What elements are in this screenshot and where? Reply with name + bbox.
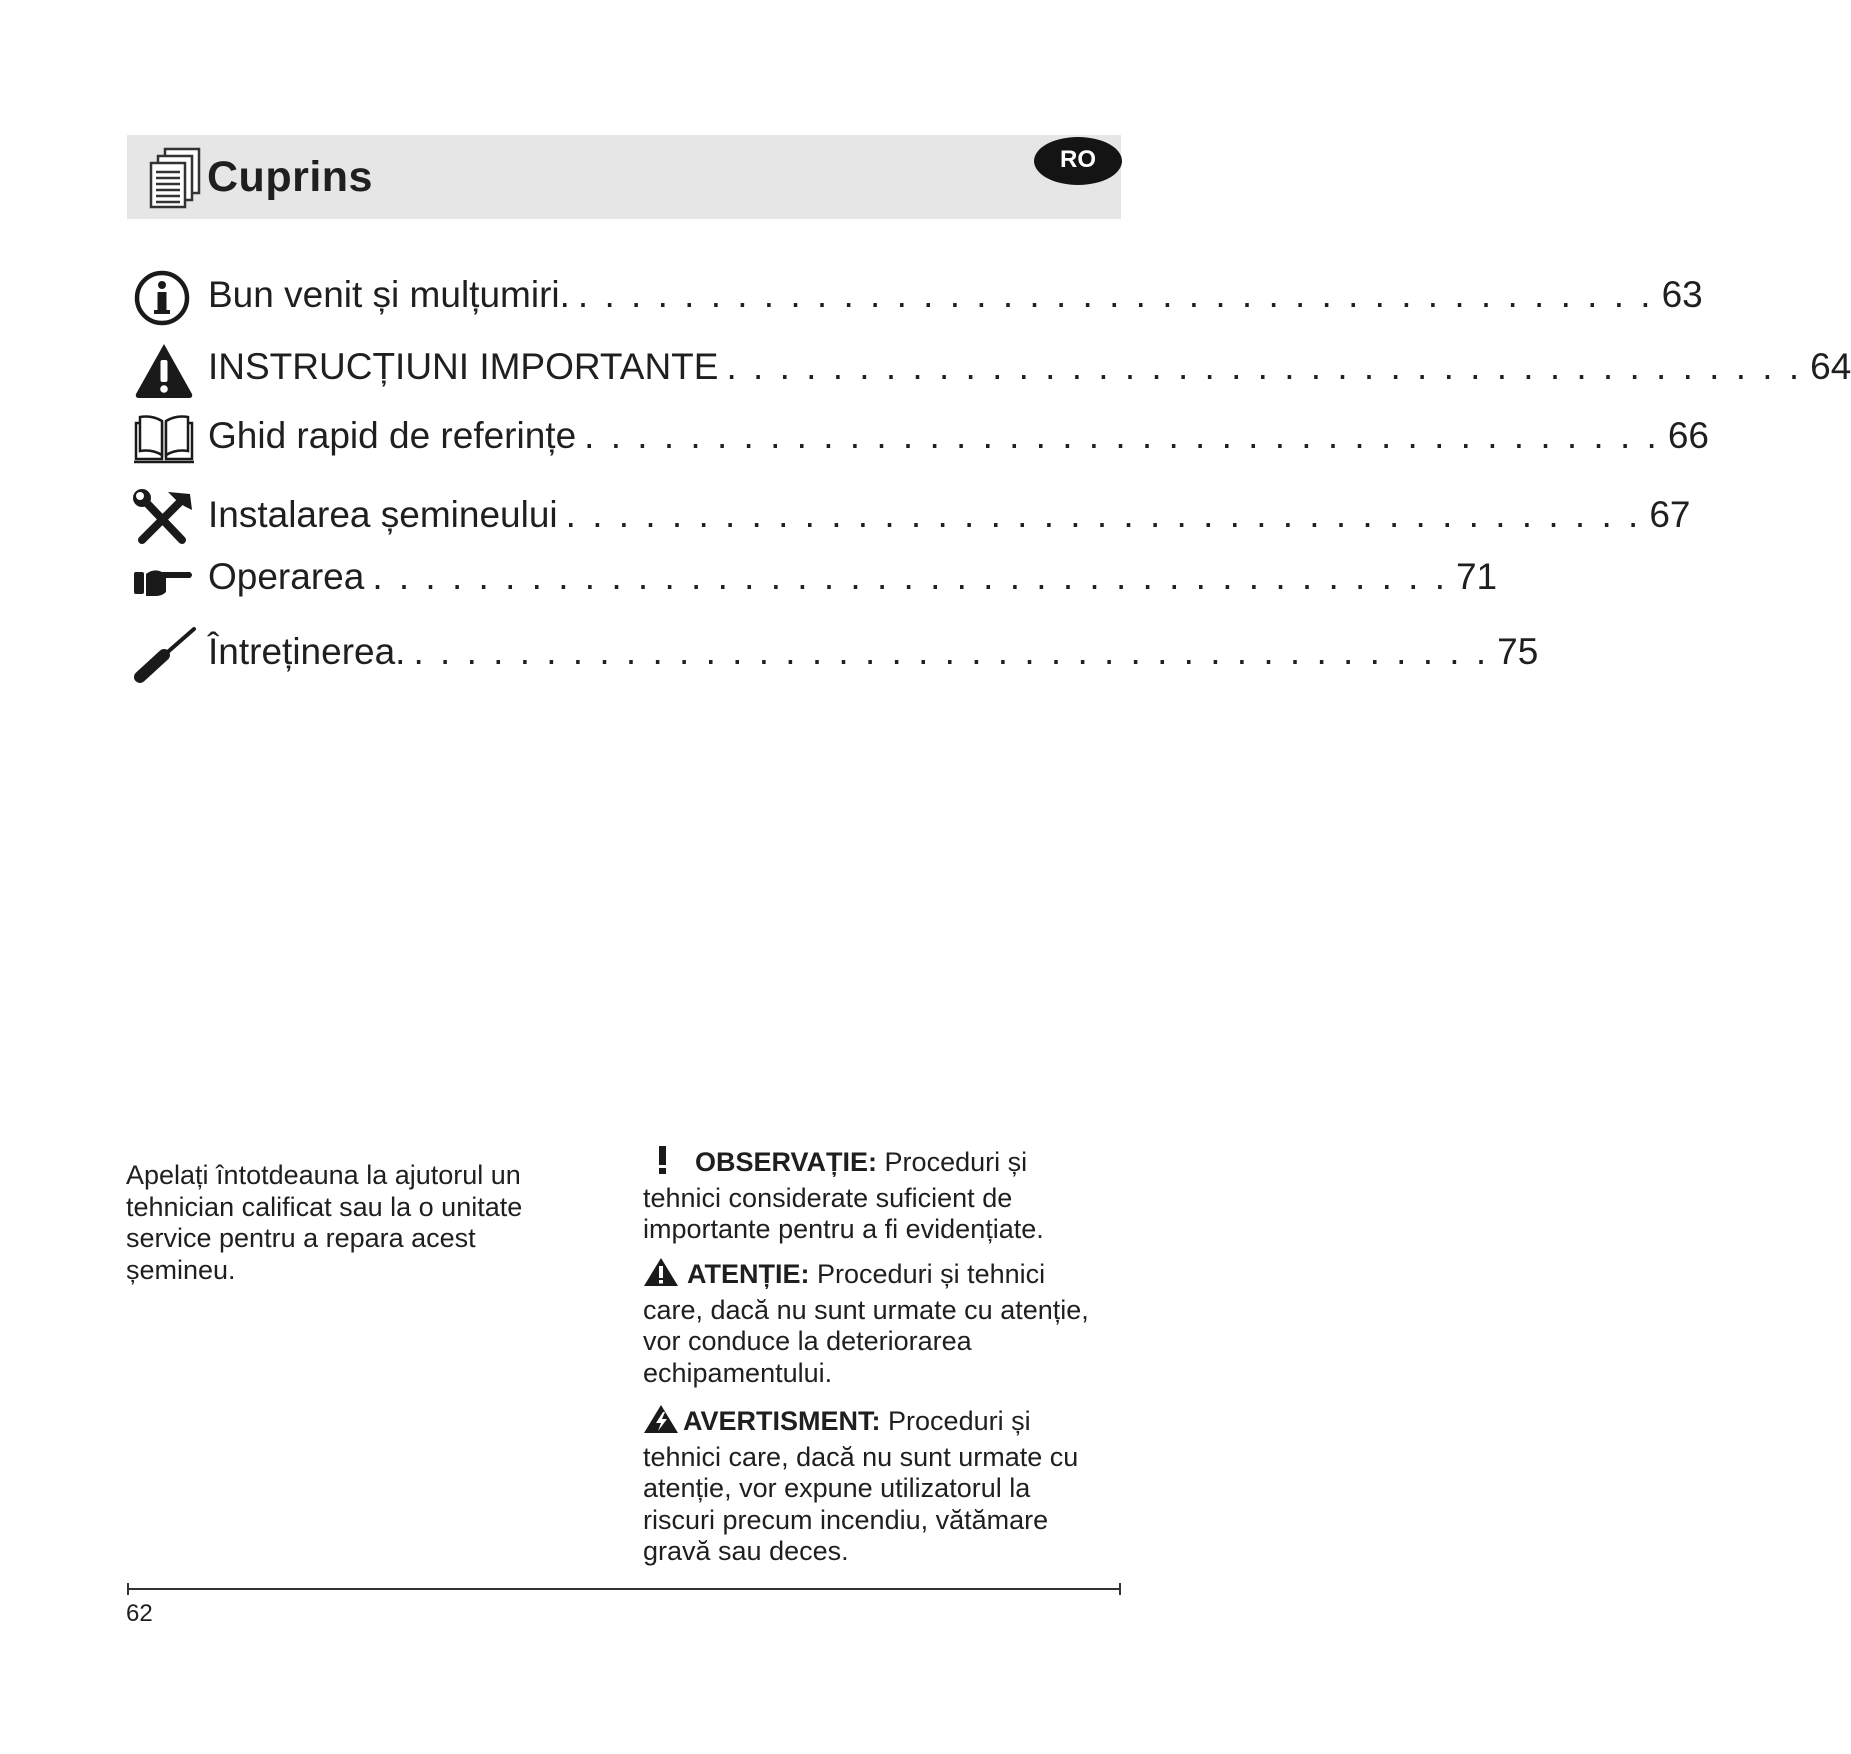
toc-item-page: 63 bbox=[1661, 274, 1703, 315]
toc-item-important-instructions[interactable] bbox=[132, 340, 1851, 400]
dot-leader: . . . . . . . . . . . . . . . . . . . . . . . . . . . . . . . . . . . . . . . . . bbox=[372, 556, 1448, 597]
toc-item-operation[interactable] bbox=[132, 550, 1498, 610]
toc-item-label: Operarea bbox=[208, 556, 365, 597]
language-badge: RO bbox=[1034, 137, 1122, 185]
toc-item-installation[interactable] bbox=[132, 488, 1691, 548]
info-icon bbox=[132, 268, 196, 328]
warning-triangle-icon bbox=[132, 340, 196, 400]
page-number: 62 bbox=[126, 1600, 153, 1627]
toc-item-quick-reference[interactable] bbox=[132, 409, 1709, 469]
notice-text: Proceduri și tehnici care, dacă nu sunt urmate cu atenție, vor conduce la deteriorarea echipamentului. bbox=[643, 1259, 1089, 1388]
electric-warning-icon bbox=[643, 1404, 679, 1442]
service-note: Apelați întotdeauna la ajutorul un tehnician calificat sau la o unitate service pentru a repara acest șemineu. bbox=[126, 1160, 523, 1285]
toc-item-welcome[interactable] bbox=[132, 268, 1703, 328]
toc-item-label: Bun venit și mulțumiri. bbox=[208, 274, 570, 315]
notice-observation bbox=[643, 1145, 1083, 1246]
toc-item-label: Ghid rapid de referințe bbox=[208, 415, 577, 456]
caution-triangle-icon bbox=[643, 1257, 679, 1295]
document-stack-icon bbox=[149, 147, 203, 211]
toc-item-maintenance[interactable] bbox=[132, 625, 1539, 685]
notice-label: ATENȚIE: bbox=[687, 1259, 810, 1289]
footer-rule bbox=[127, 1588, 1121, 1590]
dot-leader: . . . . . . . . . . . . . . . . . . . . . . . . . . . . . . . . . . . . . . . . . bbox=[726, 346, 1803, 387]
notice-text: Proceduri și tehnici considerate suficient de importante pentru a fi evidențiate. bbox=[643, 1147, 1044, 1244]
pointing-hand-icon bbox=[132, 550, 196, 610]
toc-item-label: Întreținerea. bbox=[208, 631, 406, 672]
notice-label: AVERTISMENT: bbox=[683, 1406, 881, 1436]
notice-text: Proceduri și tehnici care, dacă nu sunt urmate cu atenție, vor expune utilizatorul la riscuri precum incendiu, vătămare gravă sau deces. bbox=[643, 1406, 1079, 1566]
toc-item-label: INSTRUCȚIUNI IMPORTANTE bbox=[208, 346, 719, 387]
toc-item-page: 64 bbox=[1810, 346, 1851, 387]
exclamation-icon bbox=[643, 1145, 687, 1183]
notice-caution bbox=[643, 1257, 1103, 1389]
toc-item-page: 75 bbox=[1497, 631, 1539, 672]
open-book-icon bbox=[132, 409, 196, 469]
dot-leader: . . . . . . . . . . . . . . . . . . . . . . . . . . . . . . . . . . . . . . . . . bbox=[565, 494, 1642, 535]
notice-label: OBSERVAȚIE: bbox=[695, 1147, 878, 1177]
dot-leader: . . . . . . . . . . . . . . . . . . . . . . . . . . . . . . . . . . . . . . . . . bbox=[413, 631, 1490, 672]
toc-item-page: 67 bbox=[1649, 494, 1691, 535]
screwdriver-icon bbox=[132, 625, 196, 685]
toc-item-label: Instalarea șemineului bbox=[208, 494, 558, 535]
notice-warning bbox=[643, 1404, 1103, 1568]
dot-leader: . . . . . . . . . . . . . . . . . . . . . . . . . . . . . . . . . . . . . . . . . bbox=[577, 274, 1654, 315]
toc-item-page: 66 bbox=[1667, 415, 1709, 456]
page-title: Cuprins bbox=[207, 153, 373, 201]
toc-item-page: 71 bbox=[1455, 556, 1498, 597]
dot-leader: . . . . . . . . . . . . . . . . . . . . . . . . . . . . . . . . . . . . . . . . . bbox=[584, 415, 1660, 456]
toc-header bbox=[127, 135, 1121, 219]
footer-rule-tick bbox=[1119, 1583, 1121, 1595]
footer-rule-tick bbox=[127, 1583, 129, 1595]
tools-icon bbox=[132, 488, 196, 548]
